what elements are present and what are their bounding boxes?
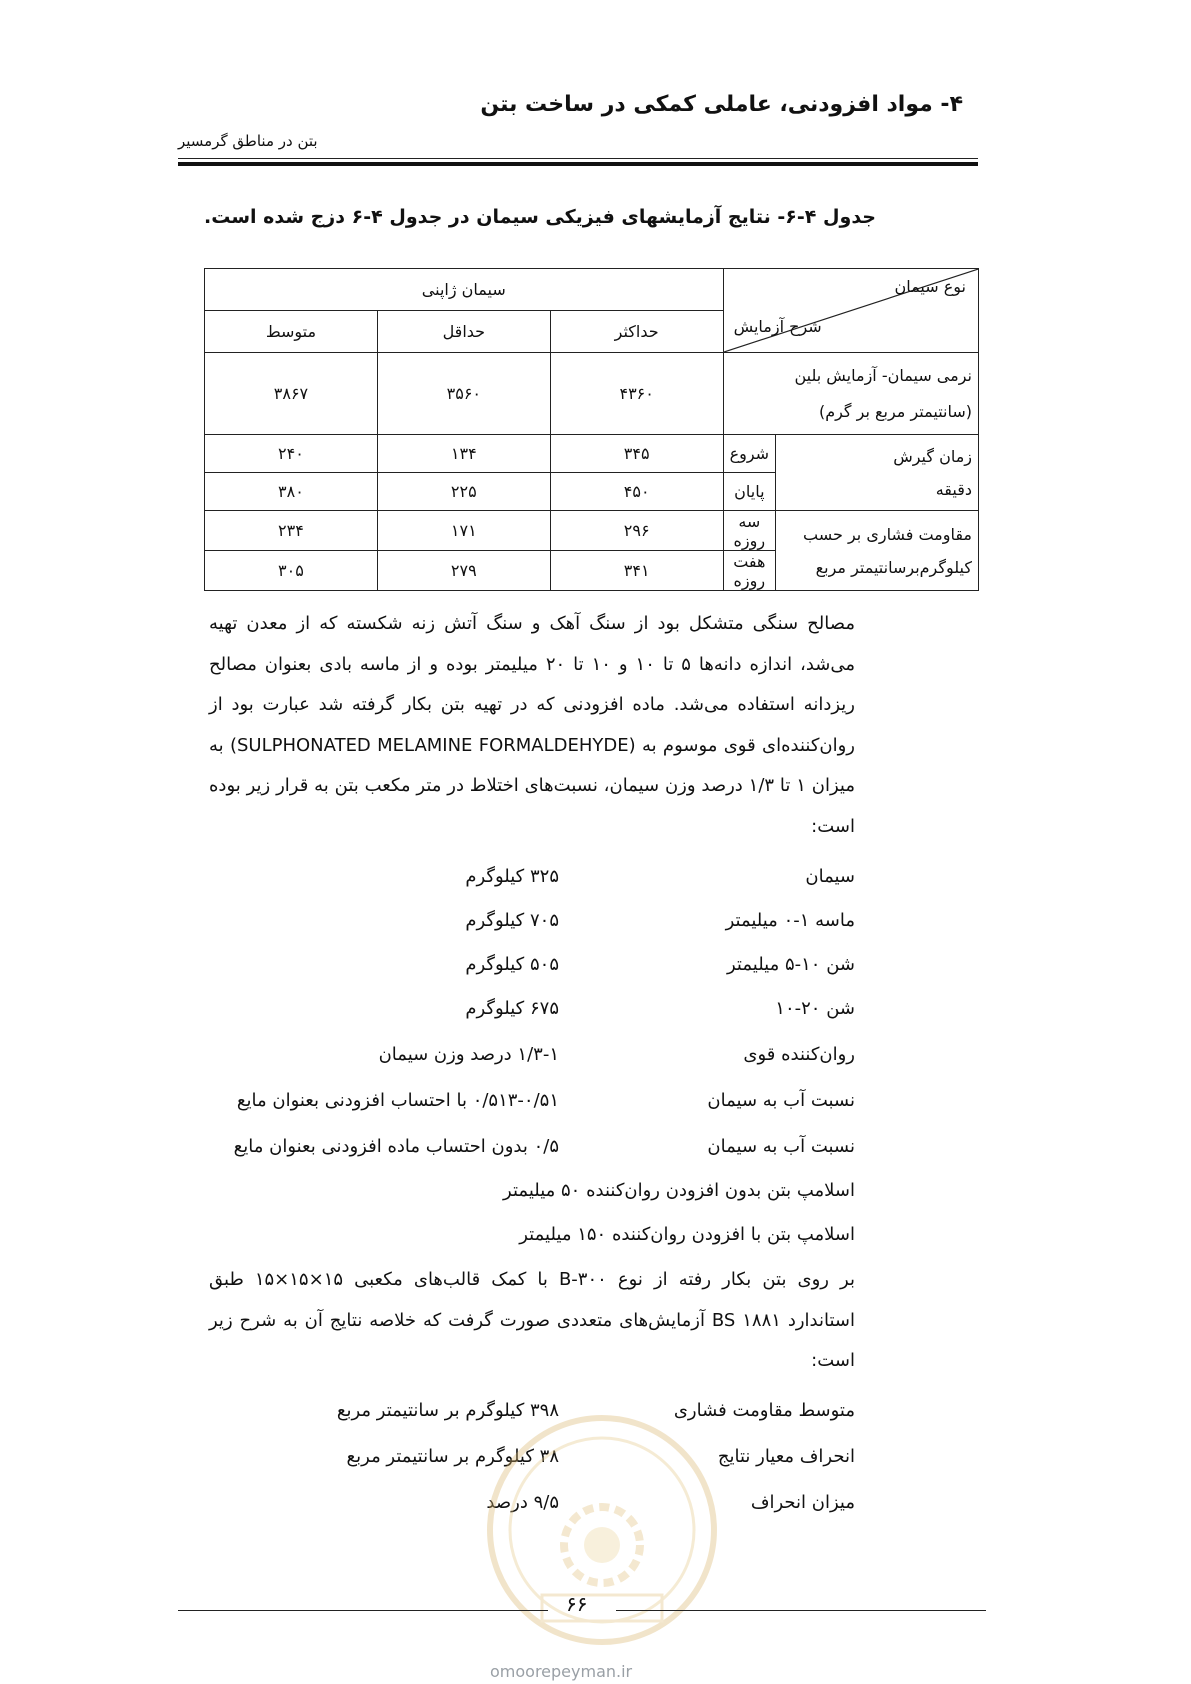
table-caption: جدول ۴-۶- نتایج آزمایشهای فیزیکی سیمان در جدول ۴-۶ دزج شده است.	[203, 206, 876, 228]
column-header-avg: متوسط	[205, 311, 378, 353]
table-cell: ۲۳۴	[205, 511, 378, 551]
mix-item: شن ۱۰-۵ میلیمتر	[727, 954, 855, 975]
fineness-label-line1: نرمی سیمان- آزمایش بلین	[794, 365, 972, 385]
mix-value: ۰/۵۱۳-۰/۵۱ با احتساب افزودنی بعنوان مایع	[236, 1090, 559, 1111]
page-number: ۶۶	[566, 1592, 588, 1616]
setting-time-label	[776, 435, 979, 511]
mix-row	[175, 954, 855, 996]
setting-end-label: پایان	[723, 473, 776, 511]
result-item: میزان انحراف	[750, 1492, 855, 1513]
mix-row	[175, 910, 855, 952]
mix-row	[175, 1136, 855, 1178]
mix-row	[175, 998, 855, 1040]
result-item: متوسط مقاومت فشاری	[673, 1400, 855, 1421]
seal-watermark-icon	[482, 1410, 722, 1650]
chapter-title: ۴- مواد افزودنی، عاملی کمکی در ساخت بتن	[480, 92, 963, 117]
strength-label-line1: مقاومت فشاری بر حسب	[802, 524, 972, 544]
paragraph-materials: مصالح سنگی متشکل بود از سنگ آهک و سنگ آتش زنه شکسته که از معدن تهیه می‌شد، اندازه دانه‌ها ۵ تا ۱۰ و ۱۰ تا ۲۰ میلیمتر بوده و از ماسه بادی بعنوان مصالح ریزدانه استفاده می‌شد. ماده افزودنی که در تهیه بتن بکار گرفته شد عبارت بود از روان‌کننده‌ای قوی موسوم به (SULPHONATED MELAMINE FORMALDEHYDE) به میزان ۱ تا ۱/۳ درصد وزن سیمان، نسبت‌های اختلاط در متر مکعب بتن به قرار زیر بوده است:	[209, 613, 856, 837]
mix-item: نسبت آب به سیمان	[707, 1090, 855, 1111]
slump-without: اسلامپ بتن بدون افزودن روان‌کننده ۵۰ میلیمتر	[503, 1180, 855, 1201]
result-value: ۹/۵ درصد	[486, 1492, 559, 1513]
paragraph-tests: بر روی بتن بکار رفته از نوع B-۳۰۰ با کمک قالب‌های مکعبی ۱۵×۱۵×۱۵ طبق استاندارد BS ۱۸۸۱ آزمایش‌های متعددی صورت گرفت که خلاصه نتایج آن به شرح زیر است:	[209, 1269, 856, 1372]
slump-with: اسلامپ بتن با افزودن روان‌کننده ۱۵۰ میلیمتر	[519, 1224, 855, 1245]
mix-item: نسبت آب به سیمان	[707, 1136, 855, 1157]
table-cell: ۳۰۵	[205, 551, 378, 591]
setting-time-label-line1: زمان گیرش	[893, 446, 972, 466]
mix-row	[175, 1044, 855, 1086]
group-header: سیمان ژاپنی	[205, 269, 724, 311]
fineness-label	[723, 353, 978, 435]
strength-7day-label: هفت روزه	[723, 551, 776, 591]
footer-rule-left	[178, 1610, 548, 1611]
table-corner-cell	[723, 269, 978, 353]
mix-value: ۵۰۵ کیلوگرم	[465, 954, 559, 975]
strength-3day-label: سه روزه	[723, 511, 776, 551]
table-cell: ۲۲۵	[377, 473, 550, 511]
header-rule-thin	[178, 158, 978, 159]
result-value: ۳۹۸ کیلوگرم بر سانتیمتر مربع	[336, 1400, 559, 1421]
table-cell: ۴۳۶۰	[550, 353, 723, 435]
table-cell: ۳۵۶۰	[377, 353, 550, 435]
table-cell: ۳۴۵	[550, 435, 723, 473]
setting-start-label: شروع	[723, 435, 776, 473]
mix-item: شن ۲۰-۱۰	[775, 998, 855, 1019]
column-header-max: حداکثر	[550, 311, 723, 353]
table-cell: ۱۳۴	[377, 435, 550, 473]
footer-rule-right	[616, 1610, 986, 1611]
cement-test-table	[204, 268, 979, 591]
corner-bottom-label: شرح آزمایش	[733, 317, 822, 336]
mix-row	[175, 866, 855, 908]
result-item: انحراف معیار نتایج	[717, 1446, 855, 1467]
table-cell: ۲۴۰	[205, 435, 378, 473]
running-head: بتن در مناطق گرمسیر	[178, 132, 318, 150]
mix-row	[175, 1090, 855, 1132]
site-watermark: omoorepeyman.ir	[490, 1662, 633, 1681]
mix-item: سیمان	[805, 866, 855, 887]
corner-top-label: نوع سیمان	[894, 277, 966, 296]
table-cell: ۳۴۱	[550, 551, 723, 591]
fineness-label-line2: (سانتیمتر مربع بر گرم)	[818, 401, 972, 421]
mix-value: ۳۲۵ کیلوگرم	[465, 866, 559, 887]
table-cell: ۳۸۶۷	[205, 353, 378, 435]
strength-label-line2: کیلوگرم‌برسانتیمتر مربع	[815, 557, 972, 577]
table-cell: ۴۵۰	[550, 473, 723, 511]
column-header-min: حداقل	[377, 311, 550, 353]
strength-label	[776, 511, 979, 591]
table-cell: ۲۷۹	[377, 551, 550, 591]
mix-item: ماسه ۱-۰ میلیمتر	[725, 910, 855, 931]
table-cell: ۳۸۰	[205, 473, 378, 511]
header-rule-thick	[178, 162, 978, 166]
table-cell: ۲۹۶	[550, 511, 723, 551]
table-cell: ۱۷۱	[377, 511, 550, 551]
result-value: ۳۸ کیلوگرم بر سانتیمتر مربع	[346, 1446, 559, 1467]
mix-value: ۷۰۵ کیلوگرم	[465, 910, 559, 931]
mix-value: ۰/۵ بدون احتساب ماده افزودنی بعنوان مایع	[233, 1136, 559, 1157]
mix-value: ۱/۳-۱ درصد وزن سیمان	[378, 1044, 559, 1065]
mix-item: روان‌کننده قوی	[743, 1044, 855, 1065]
mix-value: ۶۷۵ کیلوگرم	[465, 998, 559, 1019]
setting-time-label-line2: دقیقه	[935, 479, 972, 499]
